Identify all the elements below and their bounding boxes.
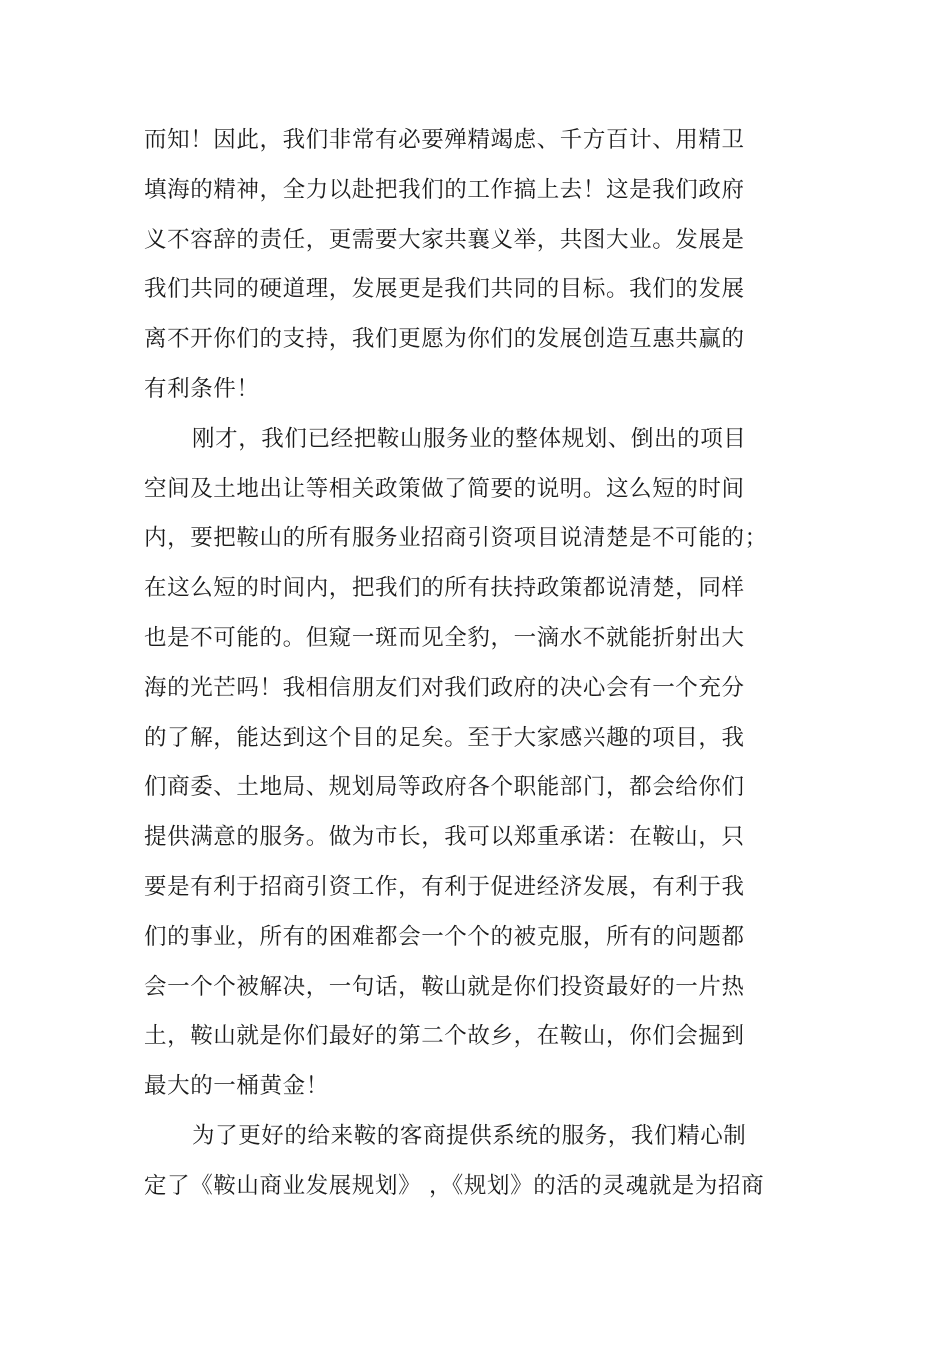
text-line: 离不开你们的支持，我们更愿为你们的发展创造互惠共赢的 <box>144 326 745 352</box>
text-line: 我们共同的硬道理，发展更是我们共同的目标。我们的发展 <box>144 276 745 302</box>
paragraph-first-line: 为了更好的给来鞍的客商提供系统的服务，我们精心制 <box>192 1123 747 1149</box>
text-line: 在这么短的时间内，把我们的所有扶持政策都说清楚，同样 <box>144 575 745 601</box>
text-line: 土，鞍山就是你们最好的第二个故乡，在鞍山，你们会掘到 <box>144 1023 745 1049</box>
text-line: 有利条件！ <box>144 376 260 402</box>
text-line: 会一个个被解决，一句话，鞍山就是你们投资最好的一片热 <box>144 974 745 1000</box>
text-line: 而知！因此，我们非常有必要殚精竭虑、千方百计、用精卫 <box>144 127 745 153</box>
text-line: 海的光芒吗！我相信朋友们对我们政府的决心会有一个充分 <box>144 675 745 701</box>
text-line: 空间及土地出让等相关政策做了简要的说明。这么短的时间 <box>144 476 745 502</box>
text-line: 最大的一桶黄金！ <box>144 1073 329 1099</box>
text-line: 提供满意的服务。做为市长，我可以郑重承诺：在鞍山，只 <box>144 824 745 850</box>
text-line: 要是有利于招商引资工作，有利于促进经济发展，有利于我 <box>144 874 745 900</box>
text-line: 填海的精神，全力以赴把我们的工作搞上去！这是我们政府 <box>144 177 745 203</box>
text-line: 也是不可能的。但窥一斑而见全豹，一滴水不就能折射出大 <box>144 625 745 651</box>
text-line: 定了《鞍山商业发展规划》 ，《规划》的活的灵魂就是为招商 <box>144 1173 765 1199</box>
text-line: 的了解，能达到这个目的足矣。至于大家感兴趣的项目，我 <box>144 725 745 751</box>
text-line: 们商委、土地局、规划局等政府各个职能部门，都会给你们 <box>144 774 745 800</box>
text-line: 义不容辞的责任，更需要大家共襄义举，共图大业。发展是 <box>144 227 745 253</box>
text-line: 内，要把鞍山的所有服务业招商引资项目说清楚是不可能的； <box>144 525 768 551</box>
paragraph-first-line: 刚才，我们已经把鞍山服务业的整体规划、倒出的项目 <box>192 426 747 452</box>
text-line: 们的事业，所有的困难都会一个个的被克服，所有的问题都 <box>144 924 745 950</box>
